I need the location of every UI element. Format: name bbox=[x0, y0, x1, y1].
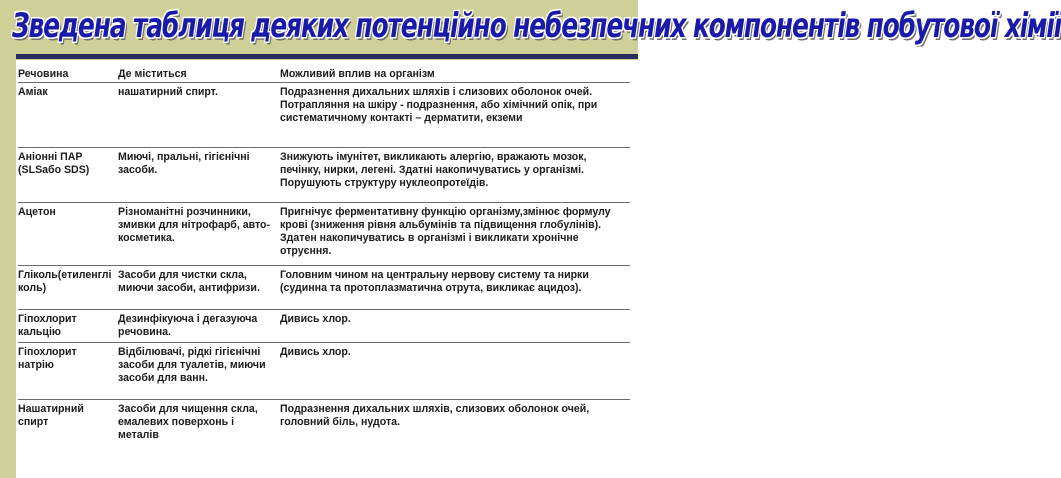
slide-title: Зведена таблиця деяких потенційно небезпечних компонентів побутової хімії bbox=[12, 6, 1061, 46]
table-row bbox=[18, 203, 630, 266]
effect-cell: Подразнення дихальних шляхів і слизових оболонок очей. Потрапляння на шкіру - подразнення, або хімічний опік, при систематичному контакті – дерматити, екземи bbox=[280, 86, 598, 124]
table-header-row bbox=[18, 62, 630, 83]
location-cell: Засоби для чищення скла, емалевих поверхонь і металів bbox=[118, 403, 258, 441]
column-header-effect: Можливий вплив на організм bbox=[280, 68, 435, 80]
effect-cell: Головним чином на центральну нервову систему та нирки (судинна та протоплазматична отрута, викликає ацидоз). bbox=[280, 269, 589, 294]
column-header-substance: Речовина bbox=[18, 68, 69, 80]
table-row bbox=[18, 310, 630, 343]
substance-cell: Ацетон bbox=[18, 206, 56, 218]
effect-cell: Дивись хлор. bbox=[280, 346, 351, 358]
substance-cell: Гіпохлорит кальцію bbox=[18, 313, 77, 338]
location-cell: Дезинфікуюча і дегазуюча речовина. bbox=[118, 313, 258, 338]
location-cell: нашатирний спирт. bbox=[118, 86, 218, 98]
effect-cell: Дивись хлор. bbox=[280, 313, 351, 325]
table-row bbox=[18, 343, 630, 400]
substance-cell: Аміак bbox=[18, 86, 48, 98]
effect-cell: Пригнічує ферментативну функцію організму,змінює формулу крові (зниження рівня альбумінів та підвищення глобулінів). Здатен накопичуватись в організмі і викликати хронічне отруєння. bbox=[280, 206, 611, 257]
effect-cell: Подразнення дихальних шляхів, слизових оболонок очей, головний біль, нудота. bbox=[280, 403, 590, 428]
substance-cell: Нашатирний спирт bbox=[18, 403, 84, 428]
left-decor-band bbox=[0, 0, 16, 478]
title-underline-bar bbox=[16, 54, 638, 59]
table-row bbox=[18, 266, 630, 310]
effect-cell: Знижують імунітет, викликають алергію, вражають мозок, печінку, нирки, легені. Здатні накопичуватись у організмі. Порушують структуру нуклеопротеїдів. bbox=[280, 151, 587, 189]
table-row bbox=[18, 83, 630, 148]
location-cell: Миючі, пральні, гігієнічні засоби. bbox=[118, 151, 250, 176]
table-row bbox=[18, 400, 630, 446]
substance-cell: Гіпохлорит натрію bbox=[18, 346, 77, 371]
substance-cell: Гліколь(етиленгліколь) bbox=[18, 269, 112, 294]
location-cell: Засоби для чистки скла, миючи засоби, антифризи. bbox=[118, 269, 260, 294]
table-row bbox=[18, 148, 630, 203]
substance-cell: Аніонні ПАР (SLSабо SDS) bbox=[18, 151, 90, 176]
summary-table bbox=[18, 62, 630, 446]
location-cell: Різноманітні розчинники, змивки для нітрофарб, авто-косметика. bbox=[118, 206, 271, 244]
column-header-location: Де міститься bbox=[118, 68, 187, 80]
location-cell: Відбілювачі, рідкі гігієнічні засоби для туалетів, миючи засоби для ванн. bbox=[118, 346, 266, 384]
